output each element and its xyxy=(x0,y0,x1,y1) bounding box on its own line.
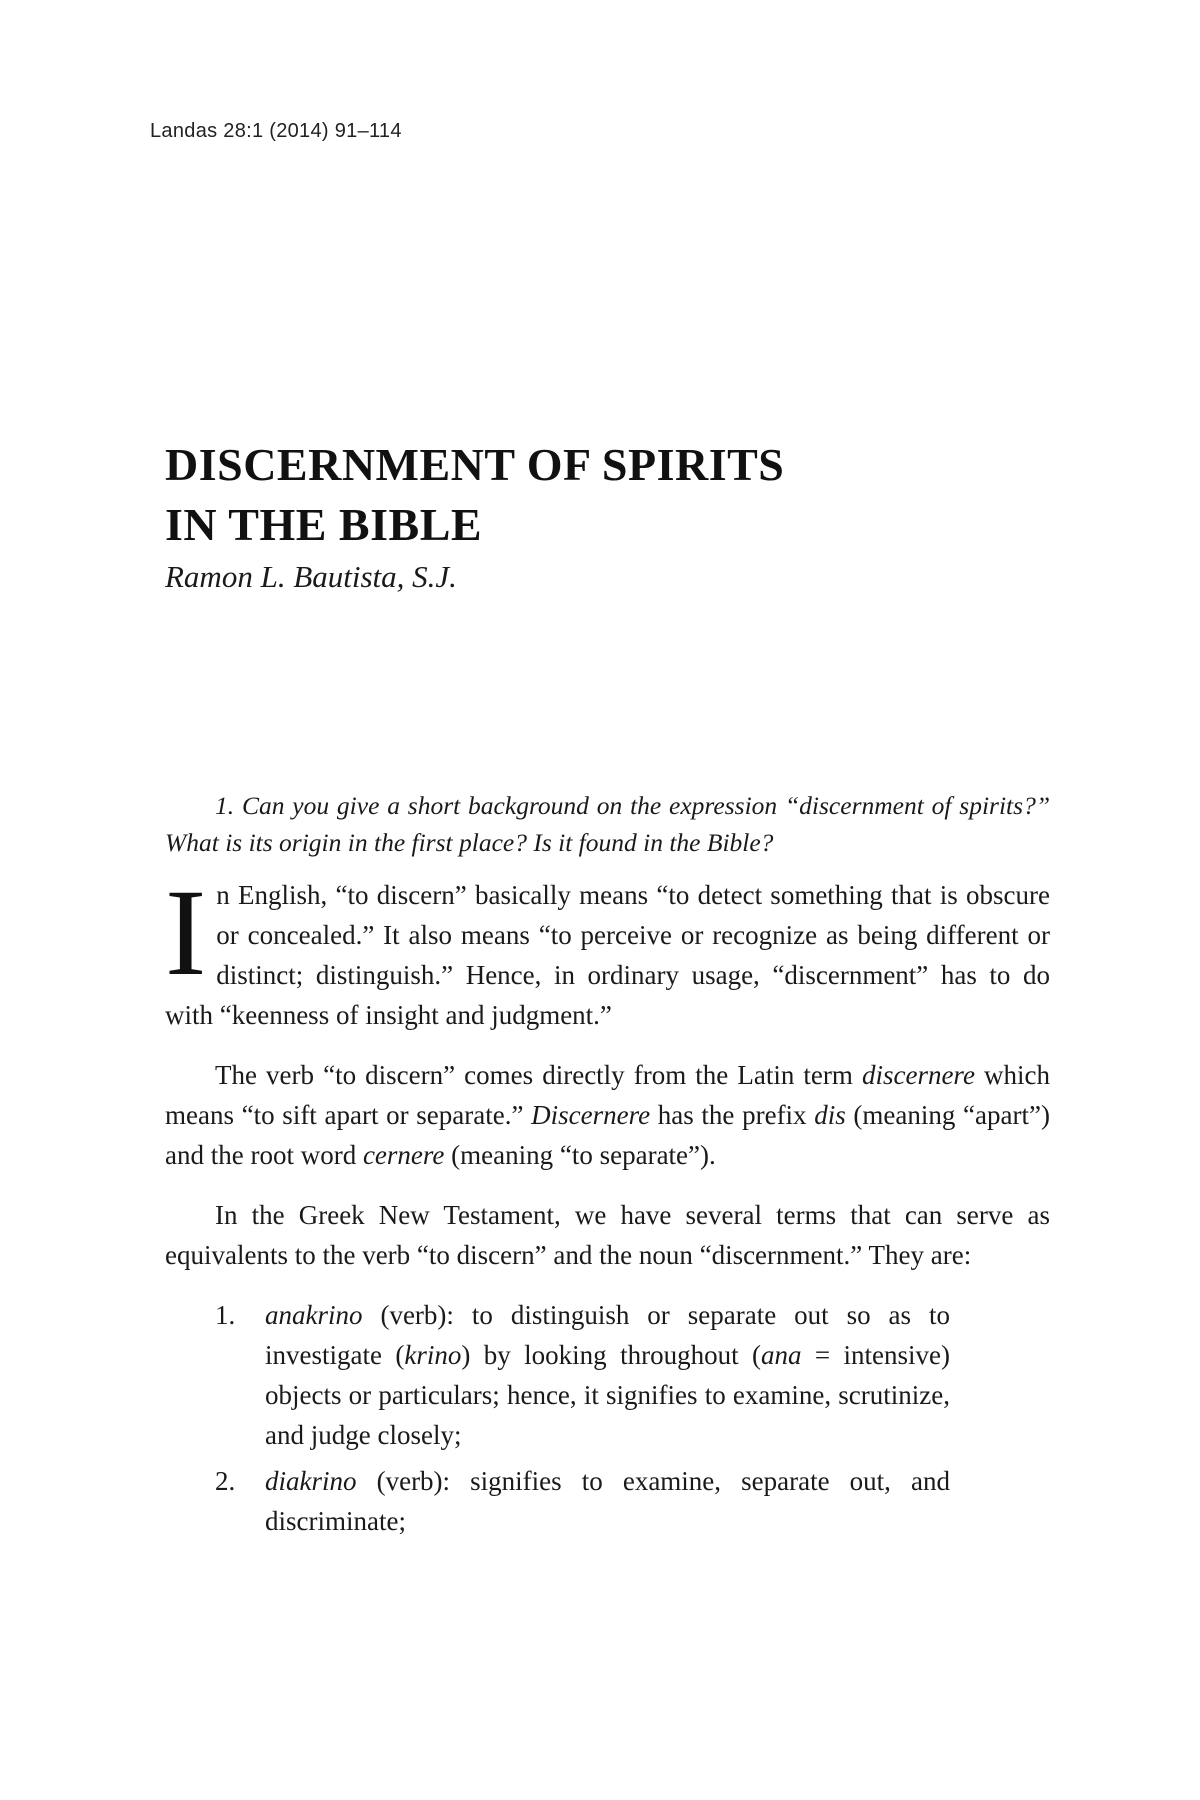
list-number: 1. xyxy=(215,1300,236,1330)
list-item-text xyxy=(265,1295,950,1455)
article-title xyxy=(165,435,1065,555)
p2-term-dis: dis xyxy=(814,1100,846,1130)
paragraph-3: In the Greek New Testament, we have several terms that can serve as equivalents to the verb “to discern” and the noun “discernment.” They are: xyxy=(165,1200,1050,1270)
list-item xyxy=(215,1295,950,1455)
list-item-1-part2: ) by looking throughout ( xyxy=(461,1340,761,1370)
drop-cap: I xyxy=(165,864,207,1001)
term-diakrino: diakrino xyxy=(265,1466,357,1496)
p2-term-discernere-2: Discernere xyxy=(531,1100,651,1130)
running-head: Landas 28:1 (2014) 91–114 xyxy=(150,120,402,142)
article-body xyxy=(165,787,1050,1547)
paragraph-1-text: n English, “to discern” basically means “to detect something that is obscure or concealed.” It also means “to perceive or recognize as being different or distinct; distinguish.” Hence, in ordinary usage, “discernment” has to do with “keenness of insight and judgment.” xyxy=(165,880,1050,1030)
title-block xyxy=(165,435,1065,597)
p2-part2: which means “to sift apart or separate.” xyxy=(165,1060,1050,1130)
list-item-text xyxy=(265,1461,950,1541)
list-item-2-part1: (verb): signifies to examine, separate out, and discriminate; xyxy=(265,1466,950,1536)
p2-part1: The verb “to discern” comes directly from the Latin term xyxy=(215,1060,862,1090)
list-item xyxy=(215,1461,950,1541)
list-item-1-part3: = intensive) objects or particulars; hence, it signifies to examine, scrutinize, and judge closely; xyxy=(265,1340,950,1450)
term-anakrino: anakrino xyxy=(265,1300,363,1330)
title-line-1: DISCERNMENT OF SPIRITS xyxy=(165,439,785,490)
p2-part4: (meaning “apart”) and the root word xyxy=(165,1100,1050,1170)
p2-term-cernere: cernere xyxy=(362,1140,445,1170)
list-number: 2. xyxy=(215,1466,236,1496)
list-item-1-part1: (verb): to distinguish or separate out so as to investigate ( xyxy=(265,1300,950,1370)
term-ana: ana xyxy=(760,1340,802,1370)
author-byline: Ramon L. Bautista, S.J. xyxy=(165,559,457,594)
question-heading: 1. Can you give a short background on the expression “discernment of spirits?” What is its origin in the first place? Is it found in the Bible? xyxy=(165,791,1050,857)
p2-part5: (meaning “to separate”). xyxy=(444,1140,716,1170)
title-line-2: IN THE BIBLE xyxy=(165,499,483,550)
p2-term-discernere: discernere xyxy=(861,1060,975,1090)
term-krino: krino xyxy=(404,1340,462,1370)
term-list xyxy=(215,1295,950,1541)
paragraph-2 xyxy=(165,1055,1050,1175)
p2-part3: has the prefix xyxy=(650,1100,815,1130)
paragraph-1 xyxy=(165,864,1050,1035)
